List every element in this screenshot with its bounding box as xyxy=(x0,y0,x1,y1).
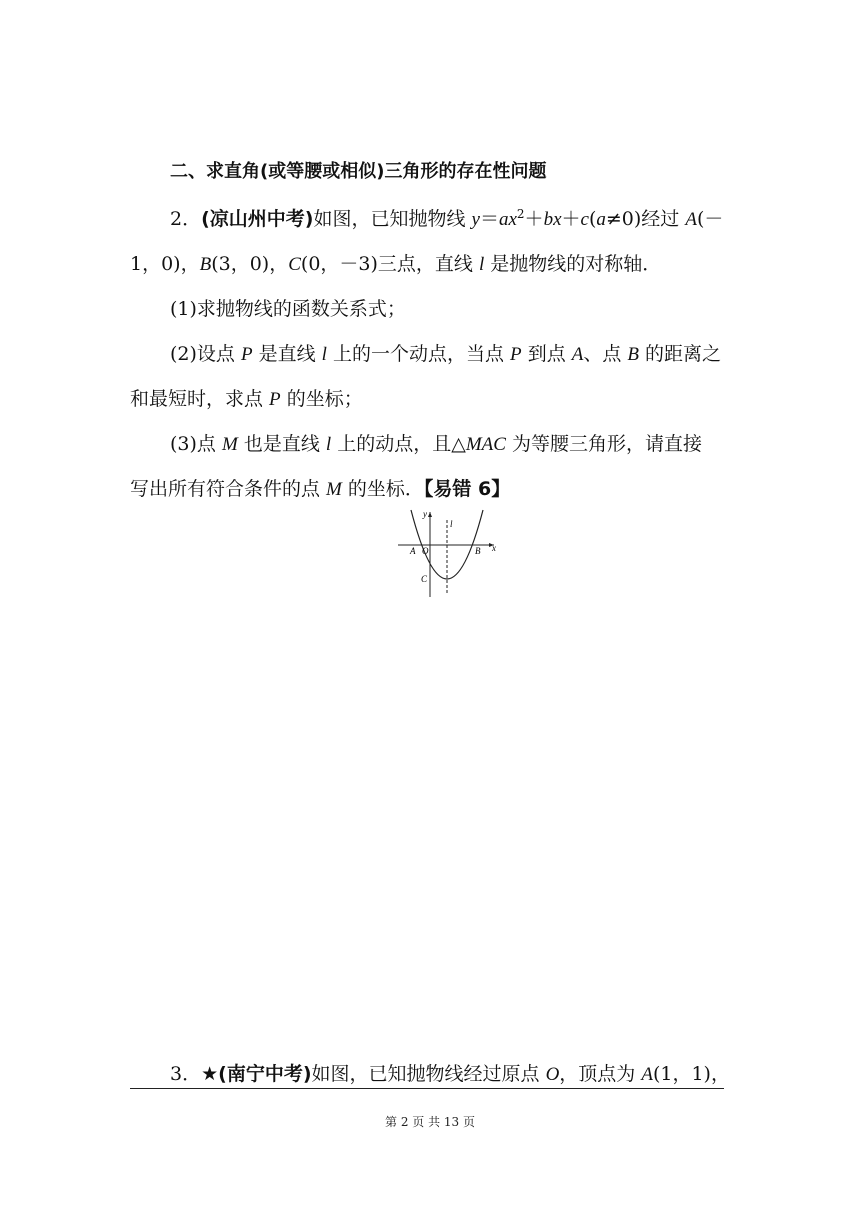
page-footer: 第 2 页 共 13 页 xyxy=(385,1115,475,1129)
footer-divider xyxy=(130,1088,724,1089)
question-3-line-1: (3)点 M 也是直线 l 上的动点，且△MAC 为等腰三角形，请直接 xyxy=(170,433,702,455)
problem-number: 2． xyxy=(170,208,202,230)
label-b: B xyxy=(475,546,481,556)
label-l: l xyxy=(450,519,453,529)
equation: $y=ax^2+bx+c(a\ne 0)$ xyxy=(471,207,642,230)
problem-source: (凉山州中考) xyxy=(201,208,314,230)
label-o: O xyxy=(422,546,429,556)
question-2-line-1: (2)设点 P 是直线 l 上的一个动点，当点 P 到点 A、点 B 的距离之 xyxy=(170,343,722,365)
label-y: y xyxy=(423,509,427,519)
section-heading: 二、求直角(或等腰或相似)三角形的存在性问题 xyxy=(170,161,547,182)
problem-3-line-1: 3．★(南宁中考)如图，已知抛物线经过原点 O，顶点为 A(1，1)， xyxy=(170,1063,730,1085)
label-a: A xyxy=(410,546,416,556)
problem-2-line-2: 1，0)，B(3，0)，C(0，－3)三点，直线 l 是抛物线的对称轴． xyxy=(130,253,662,275)
star-icon: ★ xyxy=(201,1063,219,1085)
problem-source: (南宁中考) xyxy=(218,1063,312,1085)
problem-2-line-1: 2．(凉山州中考)如图，已知抛物线 $y=ax^2+bx+c(a\ne 0)$经过 A(－ xyxy=(170,207,724,230)
question-1: (1)求抛物线的函数关系式； xyxy=(170,298,406,320)
parabola-figure xyxy=(396,508,506,600)
question-3-line-2: 写出所有符合条件的点 M 的坐标．【易错 6】 xyxy=(130,478,511,500)
y-axis-arrow xyxy=(428,512,432,517)
label-c: C xyxy=(421,574,428,584)
label-x: x xyxy=(492,543,496,553)
question-2-line-2: 和最短时，求点 P 的坐标； xyxy=(130,388,363,410)
error-tag: 【易错 6】 xyxy=(423,478,511,500)
